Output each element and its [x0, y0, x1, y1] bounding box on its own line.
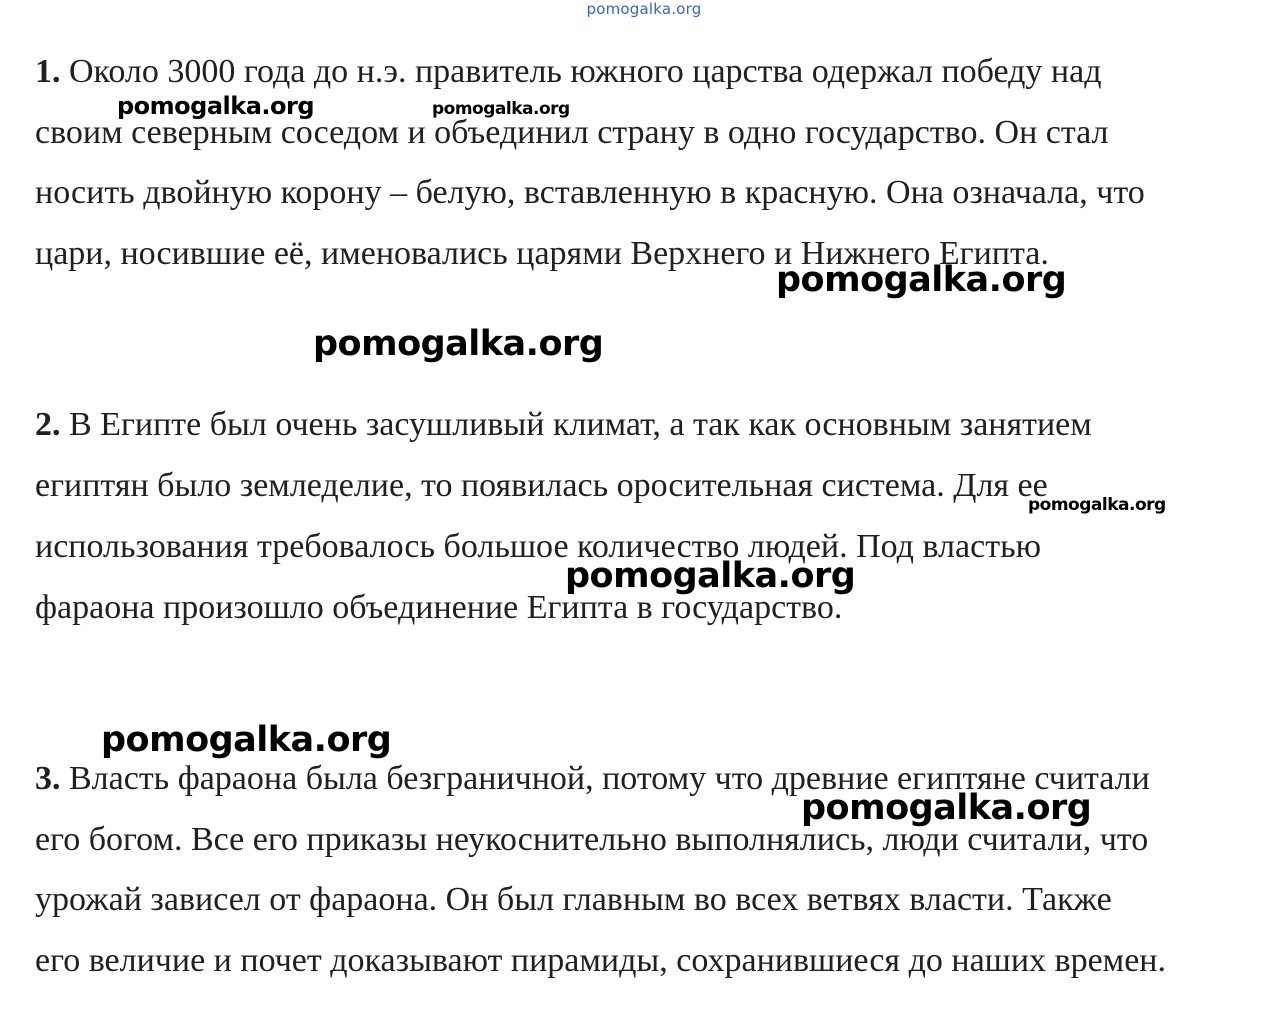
paragraph-1-line-4: цари, носившие её, именовались царями Верхнего и Нижнего Египта. [35, 235, 1049, 272]
paragraph-2-line-1-text: В Египте был очень засушливый климат, а так как основным занятием [69, 406, 1092, 443]
paragraph-2-line-3: использования требовалось большое количество людей. Под властью [35, 528, 1041, 565]
paragraph-2-line-4: фараона произошло объединение Египта в государство. [35, 589, 843, 626]
paragraph-2-line-2: египтян было земледелие, то появилась оросительная система. Для ее [35, 467, 1048, 504]
paragraph-1-line-1-text: Около 3000 года до н.э. правитель южного царства одержал победу над [69, 53, 1102, 90]
watermark: pomogalka.org [117, 92, 315, 120]
watermark: pomogalka.org [801, 788, 1092, 828]
site-link[interactable]: pomogalka.org [586, 0, 702, 18]
watermark: pomogalka.org [313, 324, 604, 364]
paragraph-1-line-1 [35, 52, 1102, 92]
watermark: pomogalka.org [1028, 495, 1166, 515]
paragraph-1-number: 1. [35, 53, 61, 90]
watermark: pomogalka.org [432, 99, 570, 119]
paragraph-3-line-2: его богом. Все его приказы неукоснительно выполнялись, люди считали, что [35, 821, 1149, 858]
paragraph-3-line-3: урожай зависел от фараона. Он был главным во всех ветвях власти. Также [35, 881, 1112, 918]
watermark: pomogalka.org [776, 260, 1067, 300]
paragraph-3-number: 3. [35, 760, 61, 797]
paragraph-1-line-3: носить двойную корону – белую, вставленную в красную. Она означала, что [35, 174, 1145, 211]
watermark: pomogalka.org [565, 556, 856, 596]
paragraph-2-line-1 [35, 405, 1092, 445]
paragraph-1-line-2: своим северным соседом и объединил страну в одно государство. Он стал [35, 114, 1109, 151]
paragraph-2-number: 2. [35, 406, 61, 443]
paragraph-3-line-4: его величие и почет доказывают пирамиды, сохранившиеся до наших времен. [35, 942, 1166, 979]
watermark: pomogalka.org [101, 720, 392, 760]
paragraph-3-line-1-text: Власть фараона была безграничной, потому что древние египтяне считали [69, 760, 1150, 797]
